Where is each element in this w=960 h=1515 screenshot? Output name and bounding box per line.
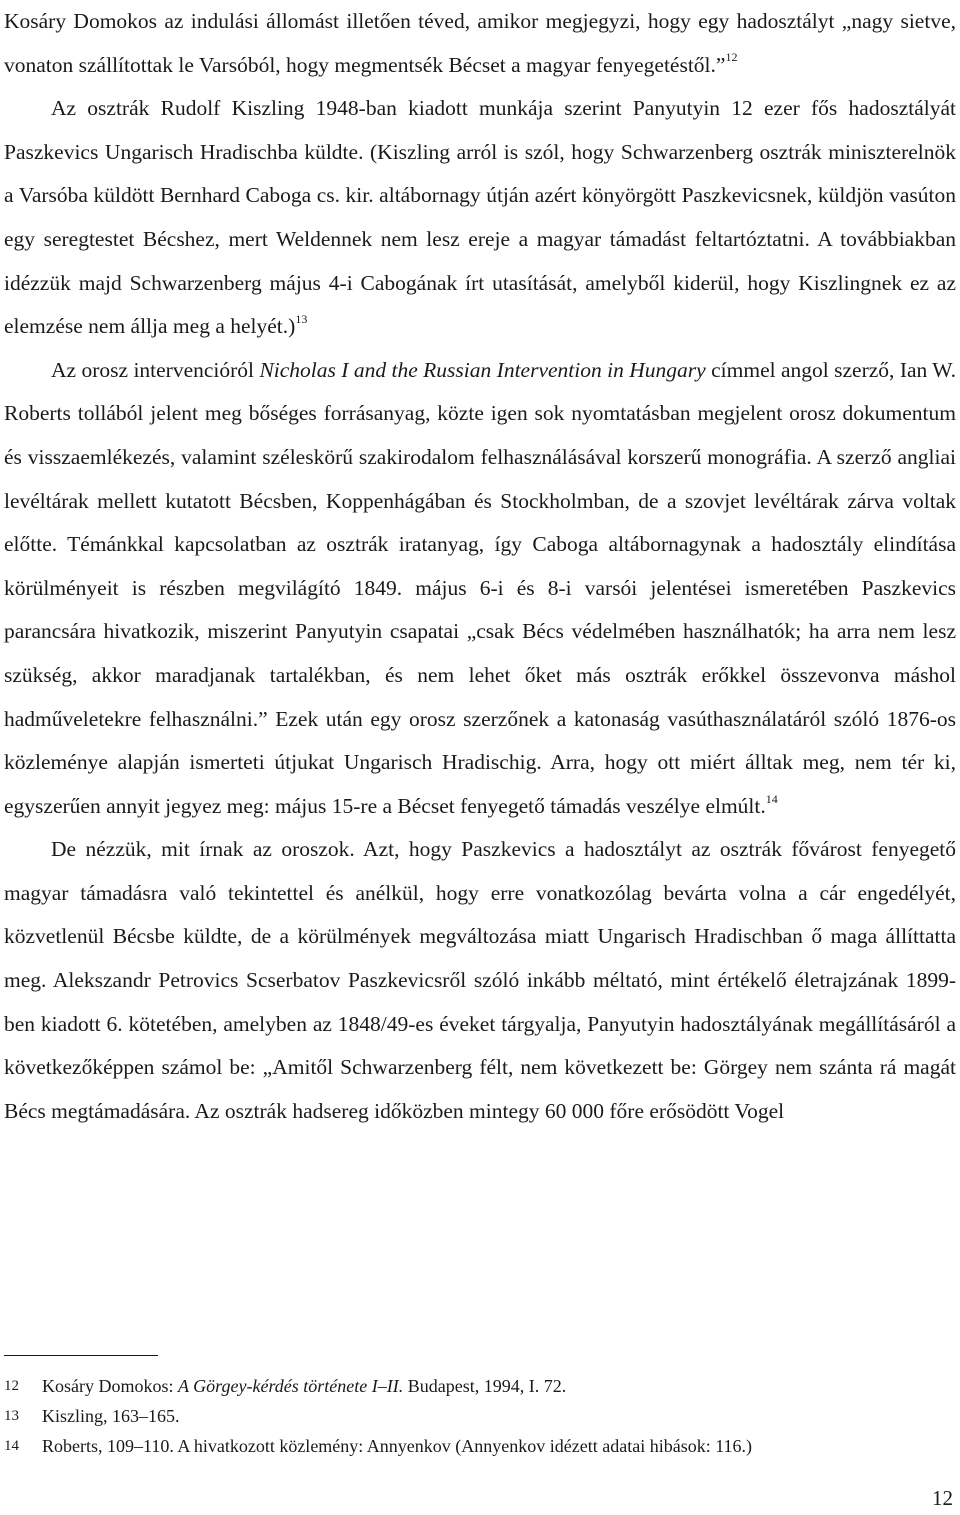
footnote xyxy=(4,1431,956,1461)
italic-title: Nicholas I and the Russian Intervention in Hungary xyxy=(259,357,706,382)
footnote-text xyxy=(42,1401,956,1431)
footnotes xyxy=(4,1371,956,1461)
paragraph xyxy=(4,828,956,1133)
footnote-text xyxy=(42,1371,956,1401)
footnote-separator xyxy=(4,1355,158,1356)
footnote xyxy=(4,1371,956,1401)
footnote-ref: 12 xyxy=(725,50,738,65)
text-run: Az osztrák Rudolf Kiszling 1948-ban kiadott munkája szerint Panyutyin 12 ezer fős hadosztályát Paszkevics Ungarisch Hradischba küldte. (Kiszling arról is szól, hogy Schwarzenberg osztrák miniszterelnök a Varsóba küldött Bernhard Caboga cs. kir. altábornagy útján azért könyörgött Paszkevicsnek, küldjön vasúton egy seregtestet Bécshez, mert Weldennek nem lesz ereje a magyar támadást feltartóztatni. A továbbiakban idézzük majd Schwarzenberg május 4-i Cabogának írt utasítását, amelyből kiderül, hogy Kiszlingnek ez az elemzése nem állja meg a helyét.) xyxy=(4,96,956,339)
paragraph xyxy=(4,349,956,829)
body-text xyxy=(4,0,956,1133)
paragraph xyxy=(4,0,956,87)
text-run: Budapest, 1994, I. 72. xyxy=(403,1376,567,1396)
text-run: Az orosz intervencióról xyxy=(51,357,260,382)
text-run: De nézzük, mit írnak az oroszok. Azt, hogy Paszkevics a hadosztályt az osztrák fővárost fenyegető magyar támadásra való tekintettel és anélkül, hogy erre vonatkozólag bevárta volna a cár engedélyét, közvetlenül Bécsbe küldte, de a körülmények megváltozása miatt Ungarisch Hradischban ő maga állíttatta meg. Alekszandr Petrovics Scserbatov Paszkevicsről szóló inkább méltató, mint értékelő életrajzának 1899-ben kiadott 6. kötetében, amelyben az 1848/49-es éveket tárgyalja, Panyutyin hadosztályának megállításáról a következőképpen számol be: „Amitől Schwarzenberg félt, nem következett be: Görgey nem szánta rá magát Bécs megtámadására. Az osztrák hadsereg időközben mintegy 60 000 főre erősödött Vogel xyxy=(4,837,956,1123)
footnote-ref: 14 xyxy=(765,791,778,806)
footnote-ref: 13 xyxy=(295,311,308,326)
italic-title: A Görgey-kérdés története I–II. xyxy=(178,1376,404,1396)
text-run: Kosáry Domokos: xyxy=(42,1376,178,1396)
footnote-number: 14 xyxy=(4,1438,19,1454)
text-run: Kiszling, 163–165. xyxy=(42,1406,180,1426)
text-run: Kosáry Domokos az indulási állomást illetően téved, amikor megjegyzi, hogy egy hadosztályt „nagy sietve, vonaton szállítottak le Varsóból, hogy megmentsék Bécset a magyar fenyegetéstől.” xyxy=(4,9,956,77)
text-run: Roberts, 109–110. A hivatkozott közlemény: Annyenkov (Annyenkov idézett adatai hibások: 116.) xyxy=(42,1436,753,1456)
footnote xyxy=(4,1401,956,1431)
footnote-number: 12 xyxy=(4,1378,19,1394)
paragraph xyxy=(4,87,956,349)
page-number: 12 xyxy=(932,1486,953,1510)
footnote-text xyxy=(42,1431,956,1461)
footnote-number: 13 xyxy=(4,1408,19,1424)
text-run: címmel angol szerző, Ian W. Roberts tollából jelent meg bőséges forrásanyag, közte igen sok nyomtatásban megjelent orosz dokumentum és visszaemlékezés, valamint széleskörű szakirodalom felhasználásával korszerű monográfia. A szerző angliai levéltárak mellett kutatott Bécsben, Koppenhágában és Stockholmban, de a szovjet levéltárak zárva voltak előtte. Témánkkal kapcsolatban az osztrák iratanyag, így Caboga altábornagynak a hadosztály elindítása körülményeit is részben megvilágító 1849. május 6-i és 8-i varsói jelentései ismeretében Paszkevics parancsára hivatkozik, miszerint Panyutyin csapatai „csak Bécs védelmében használhatók; ha arra nem lesz szükség, akkor maradjanak tartalékban, és nem lehet őket más osztrák erőkkel összevonva máshol hadműveletekre felhasználni.” Ezek után egy orosz szerzőnek a katonaság vasúthasználatáról szóló 1876-os közleménye alapján ismerteti útjukat Ungarisch Hradischig. Arra, hogy ott miért álltak meg, nem tér ki, egyszerűen annyit jegyez meg: május 15-re a Bécset fenyegető támadás veszélye elmúlt. xyxy=(4,357,956,818)
